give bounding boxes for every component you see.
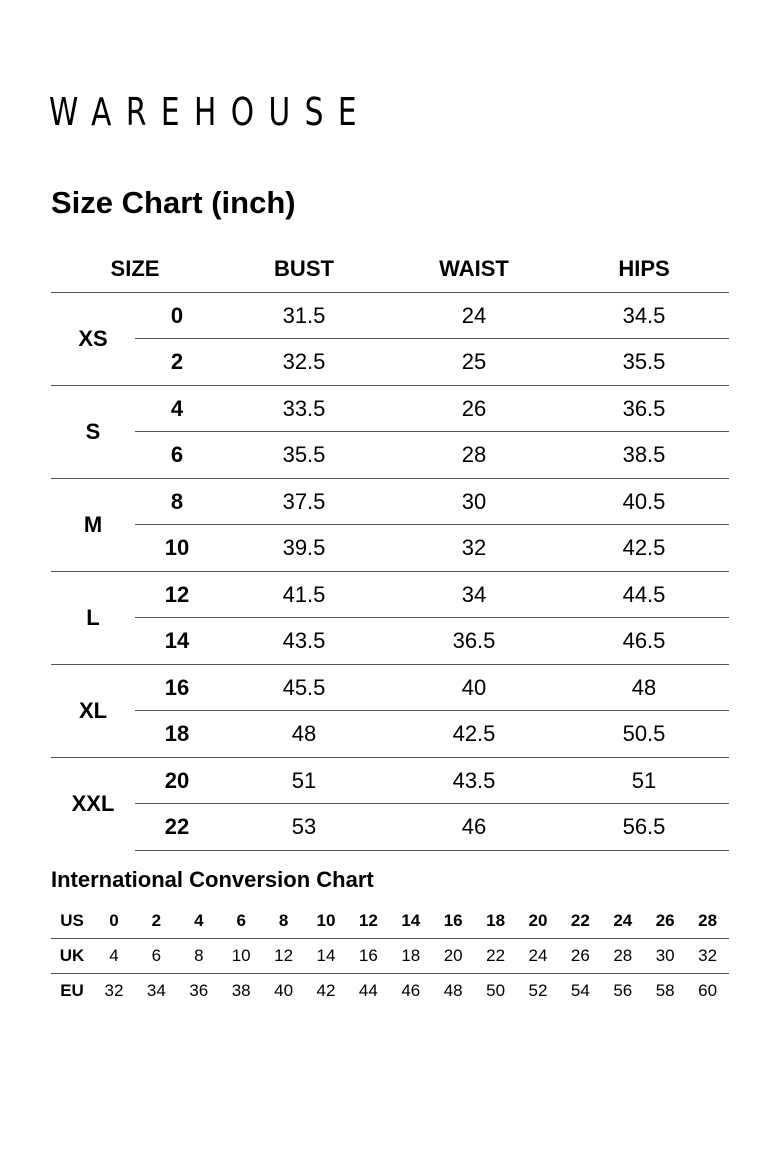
conversion-row-us <box>51 904 729 938</box>
conversion-cell: 26 <box>655 911 675 930</box>
waist-value: 40 <box>461 675 487 700</box>
waist-value: 25 <box>461 349 487 374</box>
conversion-row-label: US <box>60 911 84 930</box>
conversion-cell: 46 <box>401 981 421 1000</box>
bust-value: 51 <box>291 768 317 793</box>
conversion-cell: 56 <box>613 981 633 1000</box>
conversion-cell: 28 <box>613 946 633 965</box>
table-bottom-border <box>135 850 729 851</box>
conversion-cell: 22 <box>486 946 506 965</box>
conversion-chart-title: International Conversion Chart <box>51 867 374 892</box>
table-row <box>51 525 729 571</box>
table-row <box>51 572 729 618</box>
conversion-cell: 16 <box>358 946 378 965</box>
conversion-cell: 42 <box>316 981 336 1000</box>
size-letter: XL <box>78 698 108 723</box>
header-hips: HIPS <box>618 256 670 281</box>
hips-value: 38.5 <box>622 442 666 467</box>
conversion-cell: 32 <box>104 981 124 1000</box>
waist-value: 28 <box>461 442 487 467</box>
size-group-xl <box>51 664 729 757</box>
conversion-cell: 2 <box>151 911 162 930</box>
table-row <box>51 711 729 757</box>
size-number: 4 <box>170 396 184 421</box>
conversion-cell: 34 <box>146 981 166 1000</box>
conversion-cell: 36 <box>189 981 209 1000</box>
size-group-m <box>51 478 729 571</box>
table-row <box>51 293 729 339</box>
conversion-row-eu <box>51 973 729 1008</box>
conversion-cell: 4 <box>109 946 119 965</box>
bust-value: 41.5 <box>282 582 326 607</box>
hips-value: 44.5 <box>622 582 666 607</box>
conversion-cell: 10 <box>231 946 251 965</box>
bust-value: 35.5 <box>282 442 326 467</box>
size-group-l <box>51 571 729 664</box>
size-number: 14 <box>164 628 190 653</box>
size-number: 12 <box>164 582 190 607</box>
size-group-xxl <box>51 757 729 850</box>
conversion-cell: 30 <box>655 946 675 965</box>
conversion-cell: 20 <box>528 911 548 930</box>
size-group-xs <box>51 292 729 385</box>
hips-value: 56.5 <box>622 814 666 839</box>
conversion-cell: 44 <box>358 981 378 1000</box>
size-number: 22 <box>164 814 190 839</box>
waist-value: 26 <box>461 396 487 421</box>
table-row <box>51 618 729 664</box>
waist-value: 42.5 <box>452 721 496 746</box>
conversion-cell: 10 <box>316 911 336 930</box>
conversion-cell: 6 <box>151 946 162 965</box>
bust-value: 43.5 <box>282 628 326 653</box>
hips-value: 51 <box>631 768 657 793</box>
hips-value: 35.5 <box>622 349 666 374</box>
conversion-cell: 48 <box>443 981 463 1000</box>
conversion-cell: 24 <box>613 911 633 930</box>
conversion-row-label: UK <box>59 946 85 965</box>
conversion-cell: 18 <box>486 911 506 930</box>
waist-value: 30 <box>461 489 487 514</box>
conversion-cell: 54 <box>570 981 590 1000</box>
conversion-cell: 0 <box>109 911 119 930</box>
conversion-cell: 58 <box>655 981 675 1000</box>
size-number: 10 <box>164 535 190 560</box>
size-number: 18 <box>164 721 190 746</box>
conversion-cell: 8 <box>278 911 289 930</box>
table-row <box>51 804 729 850</box>
header-bust: BUST <box>274 256 334 281</box>
size-letter: S <box>85 419 101 444</box>
conversion-cell: 24 <box>528 946 548 965</box>
hips-value: 42.5 <box>622 535 666 560</box>
conversion-cell: 38 <box>231 981 251 1000</box>
table-row <box>51 479 729 525</box>
page-title: Size Chart (inch) <box>51 185 296 220</box>
conversion-cell: 60 <box>698 981 718 1000</box>
conversion-cell: 22 <box>570 911 590 930</box>
waist-value: 36.5 <box>452 628 496 653</box>
size-letter: XS <box>78 326 108 351</box>
hips-value: 40.5 <box>622 489 666 514</box>
conversion-cell: 32 <box>698 946 718 965</box>
conversion-cell: 16 <box>443 911 463 930</box>
table-row <box>51 432 729 478</box>
size-number: 0 <box>170 303 184 328</box>
bust-value: 33.5 <box>282 396 326 421</box>
table-row <box>51 339 729 385</box>
table-row <box>51 386 729 432</box>
hips-value: 36.5 <box>622 396 666 421</box>
conversion-cell: 26 <box>570 946 590 965</box>
conversion-cell: 14 <box>316 946 336 965</box>
bust-value: 39.5 <box>282 535 326 560</box>
conversion-cell: 12 <box>274 946 294 965</box>
size-number: 16 <box>164 675 190 700</box>
size-number: 6 <box>170 442 184 467</box>
bust-value: 48 <box>291 721 317 746</box>
conversion-cell: 52 <box>528 981 548 1000</box>
conversion-chart-table <box>51 904 729 1008</box>
hips-value: 46.5 <box>622 628 666 653</box>
size-letter: L <box>86 605 100 630</box>
size-letter: M <box>83 512 103 537</box>
table-row <box>51 665 729 711</box>
header-waist: WAIST <box>439 256 509 281</box>
bust-value: 45.5 <box>282 675 326 700</box>
size-group-s <box>51 385 729 478</box>
conversion-row-label: EU <box>60 981 84 1000</box>
table-header-row <box>51 246 729 292</box>
conversion-row-uk <box>51 938 729 973</box>
conversion-cell: 28 <box>698 911 718 930</box>
conversion-cell: 8 <box>194 946 204 965</box>
size-chart-table <box>51 246 729 850</box>
waist-value: 46 <box>461 814 487 839</box>
bust-value: 31.5 <box>282 303 326 328</box>
size-number: 20 <box>164 768 190 793</box>
waist-value: 43.5 <box>452 768 496 793</box>
conversion-cell: 14 <box>401 911 421 930</box>
bust-value: 37.5 <box>282 489 326 514</box>
conversion-cell: 40 <box>274 981 294 1000</box>
size-letter: XXL <box>71 791 115 816</box>
waist-value: 34 <box>461 582 487 607</box>
bust-value: 53 <box>291 814 317 839</box>
waist-value: 24 <box>461 303 487 328</box>
size-number: 2 <box>170 349 184 374</box>
size-number: 8 <box>170 489 184 514</box>
conversion-cell: 12 <box>358 911 378 930</box>
conversion-cell: 6 <box>236 911 246 930</box>
conversion-cell: 20 <box>443 946 463 965</box>
brand-logo: WAREHOUSE <box>49 90 372 134</box>
table-row <box>51 758 729 804</box>
waist-value: 32 <box>461 535 487 560</box>
hips-value: 48 <box>631 675 657 700</box>
header-size: SIZE <box>110 256 160 281</box>
hips-value: 34.5 <box>622 303 666 328</box>
hips-value: 50.5 <box>622 721 666 746</box>
conversion-cell: 4 <box>194 911 204 930</box>
conversion-cell: 18 <box>401 946 421 965</box>
bust-value: 32.5 <box>282 349 326 374</box>
conversion-cell: 50 <box>486 981 506 1000</box>
